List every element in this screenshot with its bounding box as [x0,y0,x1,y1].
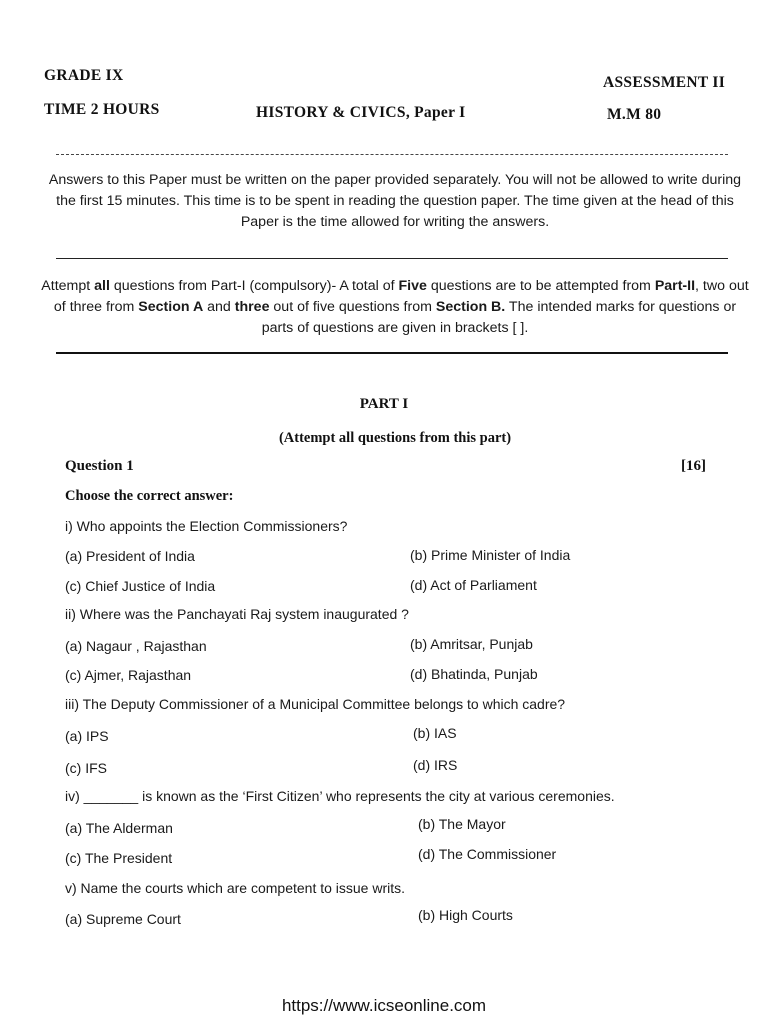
option: (a) Supreme Court [65,911,181,927]
footer-url[interactable]: https://www.icseonline.com [281,996,487,1015]
fill-blank: _______ [83,788,139,804]
subject-title: HISTORY & CIVICS, Paper I [256,104,466,121]
grade-label: GRADE IX [44,67,124,84]
question-instruction: Choose the correct answer: [65,488,234,504]
option: (c) IFS [65,760,107,776]
option: (d) The Commissioner [418,846,557,862]
question-item: i) Who appoints the Election Commissioners? [65,518,348,534]
question-marks: [16] [681,458,706,474]
assessment-label: ASSESSMENT II [603,74,726,91]
option: (a) Nagaur , Rajasthan [65,638,207,654]
instructions-paragraph-2: Attempt all questions from Part-I (compulsory)- A total of Five questions are to be attempted from Part-II, two out of three from Section A and three out of five questions from Section B. The intended marks for questions or parts of questions are given in brackets [ ]. [41,278,749,336]
option: (a) President of India [65,548,195,564]
option: (c) Chief Justice of India [65,578,216,594]
divider [56,352,728,354]
question-label: Question 1 [65,458,134,474]
option: (a) IPS [65,728,109,744]
divider [56,258,728,259]
max-marks: M.M 80 [607,106,662,123]
option: (d) IRS [413,757,458,773]
option: (c) The President [65,850,173,866]
option: (b) Prime Minister of India [410,547,571,563]
option: (b) IAS [413,725,457,741]
question-item: iii) The Deputy Commissioner of a Municipal Committee belongs to which cadre? [65,696,566,712]
divider [56,154,728,155]
option: (a) The Alderman [65,820,173,836]
option: (d) Act of Parliament [410,577,537,593]
option: (c) Ajmer, Rajasthan [65,667,192,683]
option: (b) High Courts [418,907,513,923]
question-item: ii) Where was the Panchayati Raj system inaugurated ? [65,606,409,622]
question-item: iv) _______ is known as the ‘First Citizen’ who represents the city at various ceremonies. [65,788,615,804]
question-item: v) Name the courts which are competent to issue writs. [65,880,406,896]
part-title: PART I [359,396,409,412]
time-label: TIME 2 HOURS [44,101,160,118]
option: (b) The Mayor [418,816,506,832]
part-subtitle: (Attempt all questions from this part) [278,430,512,446]
option: (d) Bhatinda, Punjab [410,666,538,682]
instructions-paragraph-1: Answers to this Paper must be written on the paper provided separately. You will not be allowed to write during the first 15 minutes. This time is to be spent in reading the question paper. The time given at the head of this Paper is the time allowed for writing the answers. [48,172,742,230]
option: (b) Amritsar, Punjab [410,636,533,652]
